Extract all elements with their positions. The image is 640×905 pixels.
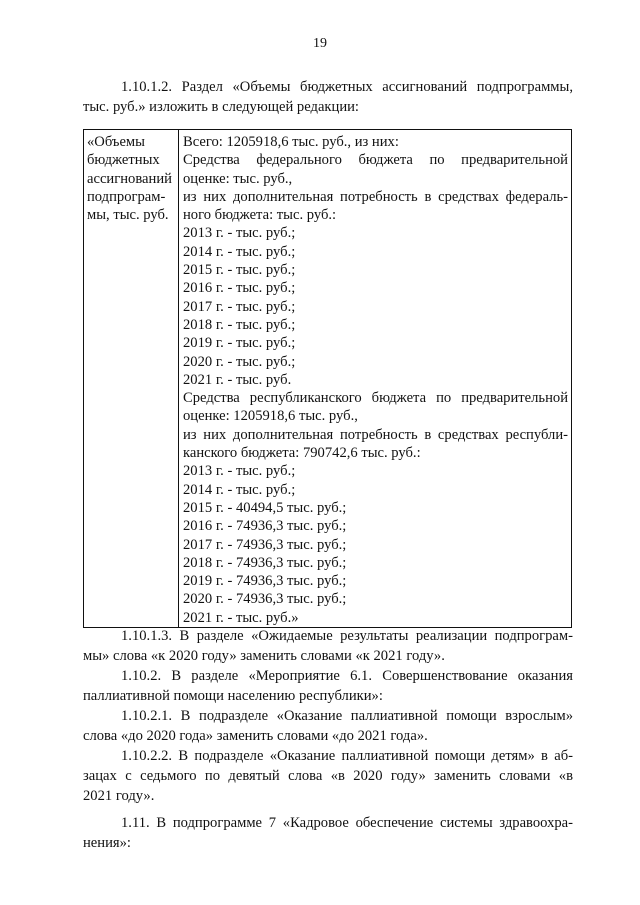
budget-label-cell (84, 130, 179, 628)
value-line: 2013 г. - тыс. руб.; (183, 463, 296, 480)
value-line: канского бюджета: 790742,6 тыс. руб.: (183, 445, 421, 462)
value-line: 2016 г. - тыс. руб.; (183, 280, 296, 297)
value-line: 2014 г. - тыс. руб.; (183, 243, 296, 260)
paragraph-line: 1.11. В подпрограмме 7 «Кадровое обеспечение системы здравоохра- (121, 815, 573, 831)
value-line: 2014 г. - тыс. руб.; (183, 481, 296, 498)
label-line: подпрограм- (87, 188, 166, 205)
paragraph-line: 1.10.2.1. В подразделе «Оказание паллиативной помощи взрослым» (121, 708, 573, 724)
value-line: 2013 г. - тыс. руб.; (183, 225, 296, 242)
value-line: Всего: 1205918,6 тыс. руб., из них: (183, 134, 399, 150)
paragraph-line: мы» слова «к 2020 году» заменить словами «к 2021 году». (83, 648, 445, 664)
label-line: мы, тыс. руб. (87, 207, 169, 224)
value-line: 2017 г. - тыс. руб.; (183, 298, 296, 315)
value-line: из них дополнительная потребность в средствах федераль- (183, 188, 568, 205)
paragraph-line: слова «до 2020 года» заменить словами «до 2021 года». (83, 728, 428, 744)
value-line: 2015 г. - 40494,5 тыс. руб.; (183, 499, 347, 516)
paragraph-line: 1.10.2. В разделе «Мероприятие 6.1. Совершенствование оказания (121, 668, 573, 684)
paragraph-line: нения»: (83, 835, 131, 851)
paragraph-line: зацах с седьмого по девятый слова «в 2020 году» заменить словами «в (83, 768, 573, 784)
value-line: из них дополнительная потребность в средствах республи- (183, 426, 568, 443)
value-line: 2015 г. - тыс. руб.; (183, 262, 296, 279)
value-line: 2019 г. - тыс. руб.; (183, 335, 296, 352)
value-line: 2020 г. - тыс. руб.; (183, 353, 296, 370)
label-line: ассигнований (87, 170, 172, 187)
value-line: Средства федерального бюджета по предварительной (183, 152, 568, 169)
label-line: бюджетных (87, 152, 160, 169)
value-line: 2020 г. - 74936,3 тыс. руб.; (183, 591, 347, 608)
value-line: 2019 г. - 74936,3 тыс. руб.; (183, 573, 347, 590)
label-line: «Объемы (87, 134, 145, 150)
value-line: ного бюджета: тыс. руб.: (183, 207, 337, 224)
paragraph-1-10-2 (83, 666, 573, 706)
page-number: 19 (313, 36, 327, 51)
intro-line: тыс. руб.» изложить в следующей редакции: (83, 99, 359, 115)
budget-table-row (84, 130, 572, 628)
value-line: 2017 г. - 74936,3 тыс. руб.; (183, 536, 347, 553)
budget-value-cell (179, 130, 572, 628)
value-line: Средства республиканского бюджета по предварительной (183, 390, 568, 407)
value-line: 2018 г. - 74936,3 тыс. руб.; (183, 554, 347, 571)
value-line: оценке: тыс. руб., (183, 170, 293, 187)
intro-paragraph (83, 77, 573, 117)
paragraph-line: 2021 году». (83, 788, 155, 804)
intro-line: 1.10.1.2. Раздел «Объемы бюджетных ассигнований подпрограммы, (121, 79, 573, 95)
value-line: 2021 г. - тыс. руб. (183, 371, 292, 388)
paragraph-line: 1.10.2.2. В подразделе «Оказание паллиативной помощи детям» в аб- (121, 748, 573, 764)
value-line: 2021 г. - тыс. руб.» (183, 609, 299, 626)
budget-table (83, 129, 572, 628)
paragraph-line: 1.10.1.3. В разделе «Ожидаемые результаты реализации подпрограм- (121, 628, 573, 644)
paragraph-line: паллиативной помощи населению республики»: (83, 688, 383, 704)
value-line: 2018 г. - тыс. руб.; (183, 316, 296, 333)
value-line: оценке: 1205918,6 тыс. руб., (183, 408, 358, 425)
paragraph-1-10-1-3 (83, 626, 573, 666)
value-line: 2016 г. - 74936,3 тыс. руб.; (183, 518, 347, 535)
paragraph-1-10-2-1 (83, 706, 573, 746)
paragraph-1-11 (83, 813, 573, 853)
paragraph-1-10-2-2 (83, 746, 573, 806)
